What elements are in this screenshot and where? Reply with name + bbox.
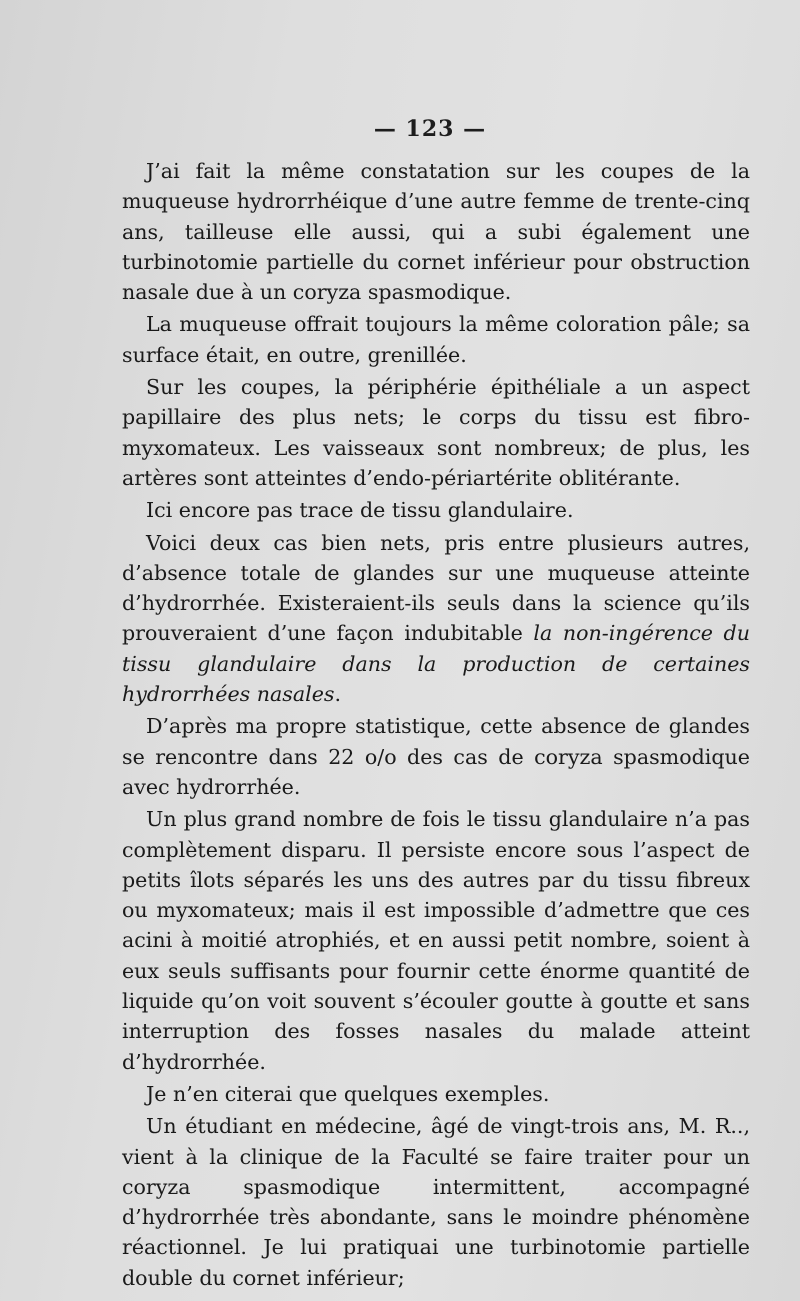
paragraph: La muqueuse offrait toujours la même coloration pâle; sa surface était, en outre, grenillée. [122,312,750,367]
paragraph: Ici encore pas trace de tissu glandulaire. [146,498,574,523]
page-number: — 123 — [373,116,487,142]
paragraph: Sur les coupes, la périphérie épithéliale a un aspect papillaire des plus nets; le corps du tissu est fibro-myxomateux. Les vaisseaux sont nombreux; de plus, les artères sont atteintes d’endo-périartérite oblitérante. [122,375,750,490]
italic-phrase: la non-ingérence du tissu glandulaire dans la production de certaines hydrorrhées nasales [122,621,750,707]
paragraph: Je n’en citerai que quelques exemples. [146,1081,550,1106]
paragraph-punctuation: . [334,682,342,707]
paragraph: D’après ma propre statistique, cette absence de glandes se rencontre dans 22 o/o des cas de coryza spasmodique avec hydrorrhée. [122,714,750,799]
paragraph: Un étudiant en médecine, âgé de vingt-trois ans, M. R.., vient à la clinique de la Faculté se faire traiter pour un coryza spasmodique intermittent, accompagné d’hydrorrhée très abondante, sans le moindre phénomène réactionnel. Je lui pratiquai une turbinotomie partielle double du cornet inférieur; [122,1114,750,1290]
paragraph: J’ai fait la même constatation sur les coupes de la muqueuse hydrorrhéique d’une autre femme de trente-cinq ans, tailleuse elle aussi, qui a subi également une turbinotomie partielle du cornet inférieur pour obstruction nasale due à un coryza spasmodique. [122,159,750,305]
paragraph [122,528,750,710]
body-text [122,156,750,1293]
paragraph-text: Voici deux cas bien nets, pris entre plusieurs autres, d’absence totale de glandes sur une muqueuse atteinte d’hydrorrhée. Existeraient-ils seuls dans la science qu’ils prouveraient d’une façon indubitable [122,530,750,646]
paragraph: Un plus grand nombre de fois le tissu glandulaire n’a pas complètement disparu. Il persiste encore sous l’aspect de petits îlots séparés les uns des autres par du tissu fibreux ou myxomateux; mais il est impossible d’admettre que ces acini à moitié atrophiés, et en aussi petit nombre, soient à eux seuls suffisants pour fournir cette énorme quantité de liquide qu’on voit souvent s’écouler goutte à goutte et sans interruption des fosses nasales du malade atteint d’hydrorrhée. [122,807,750,1074]
